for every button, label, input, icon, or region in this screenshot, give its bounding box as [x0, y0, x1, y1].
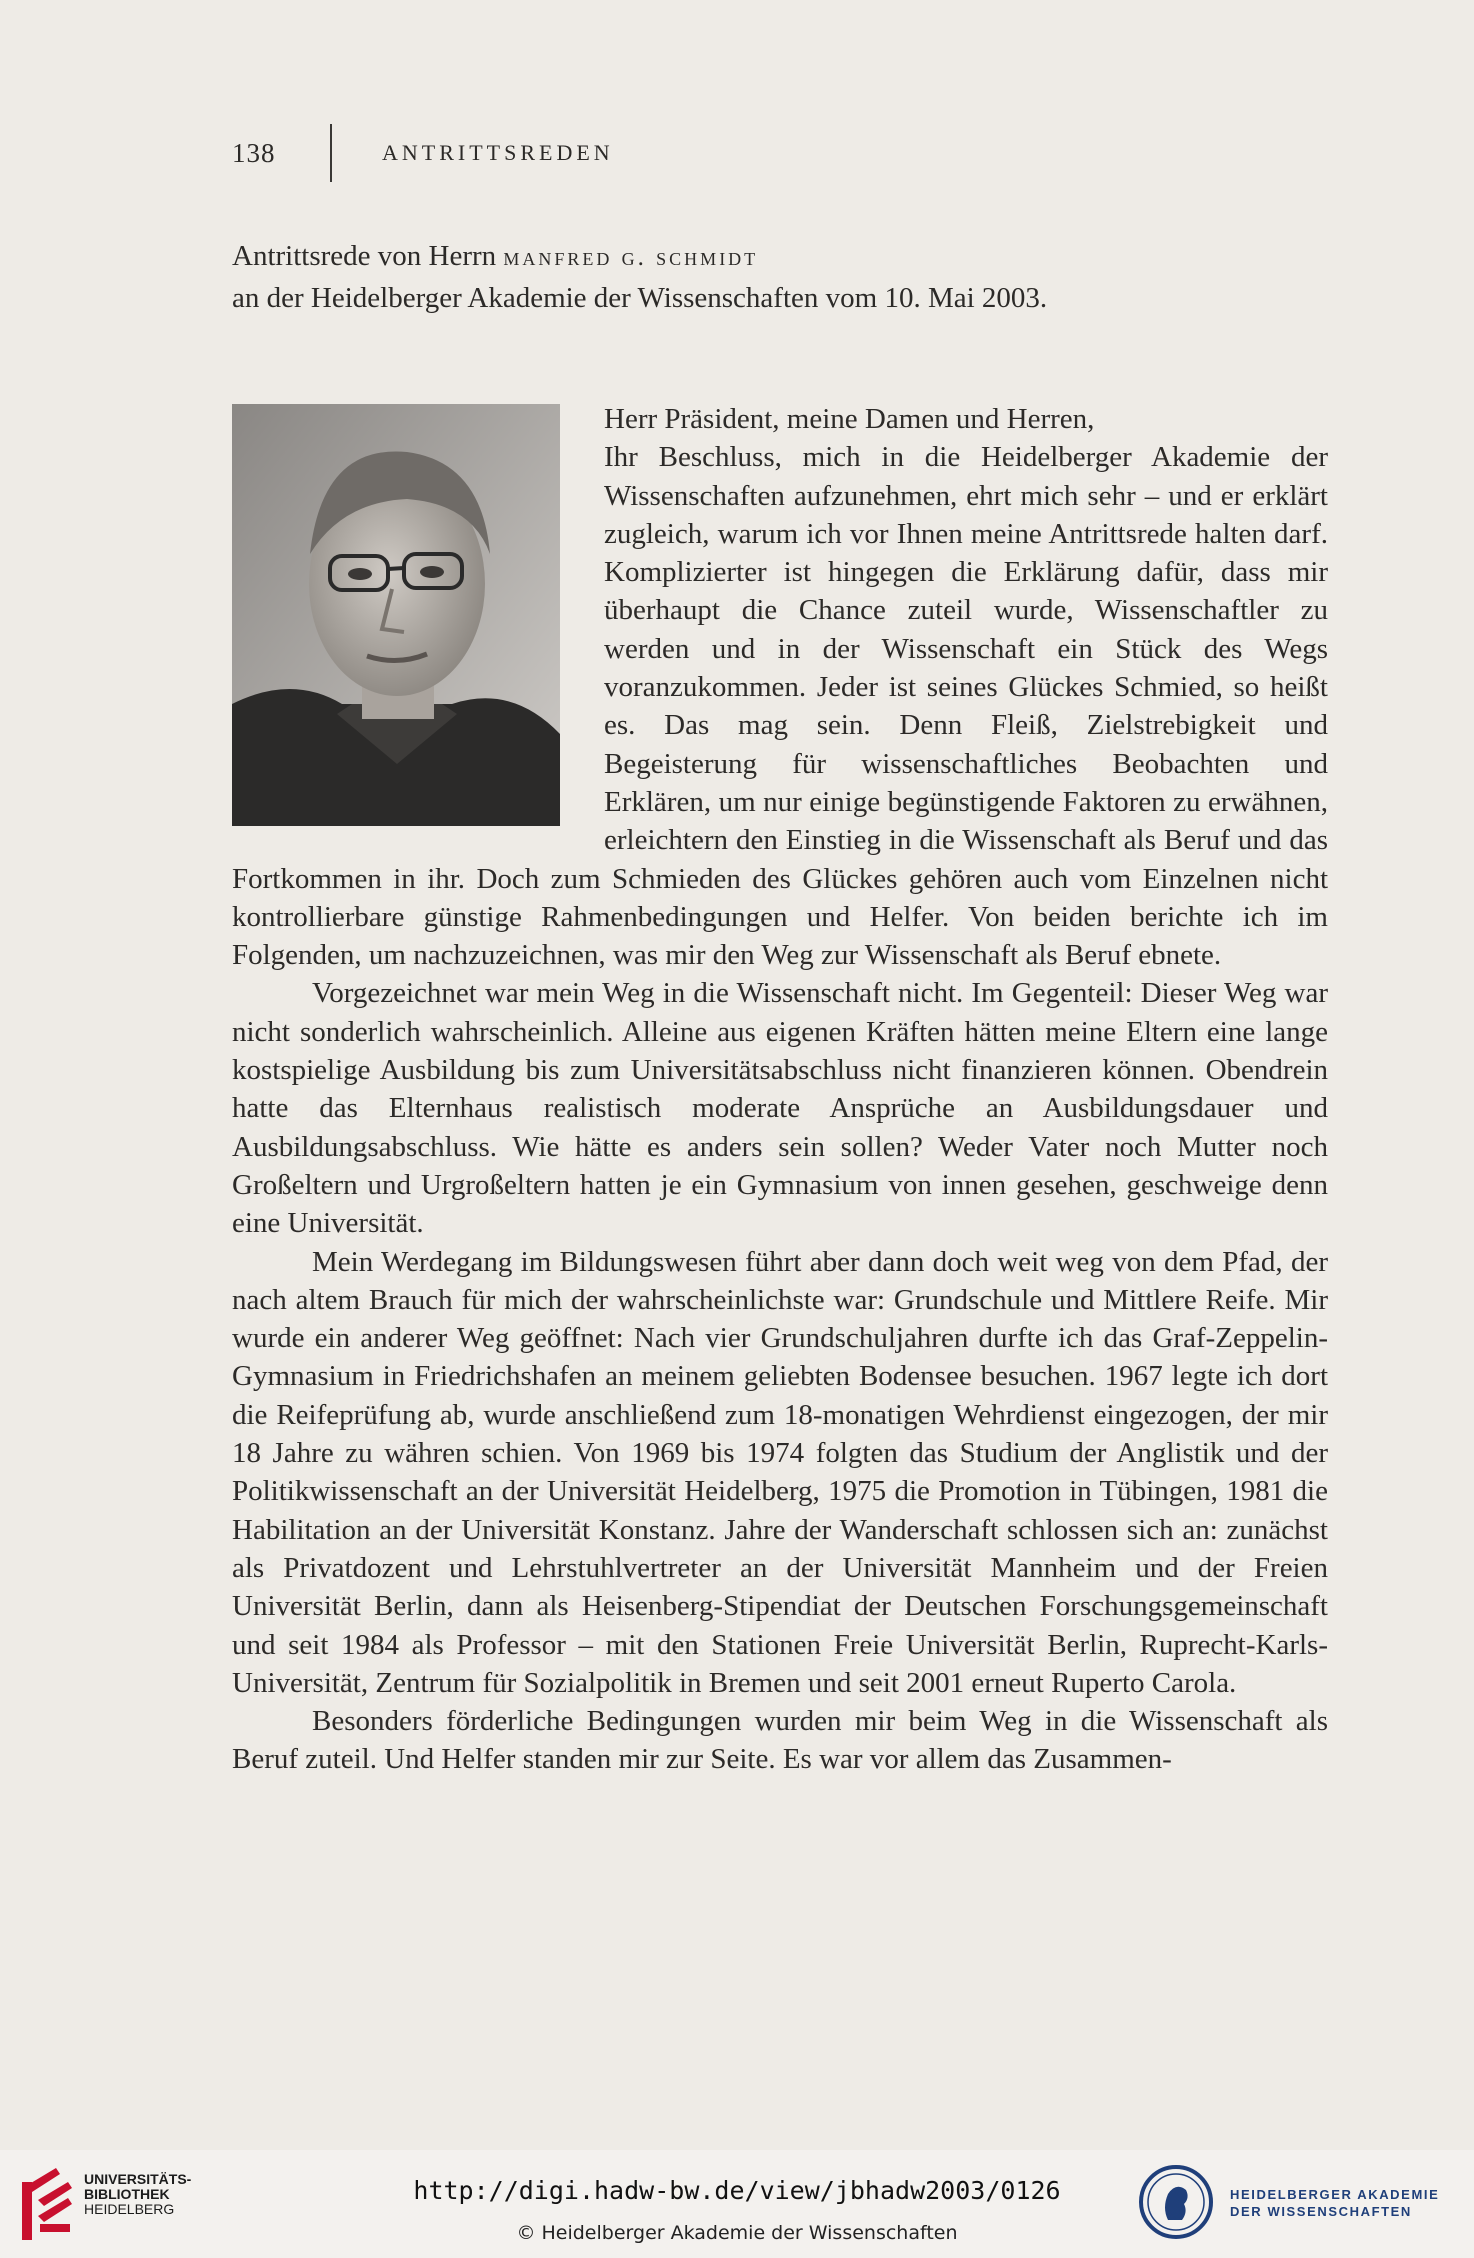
intro-prefix: Antrittsrede von Herrn: [232, 240, 497, 272]
copyright-notice: © Heidelberger Akademie der Wissenschaften: [516, 2222, 958, 2244]
page-header: [232, 132, 614, 174]
permalink-url[interactable]: http://digi.hadw-bw.de/view/jbhadw2003/0126: [413, 2176, 1061, 2205]
academy-name: [1230, 2186, 1439, 2220]
academy-name-line-1: HEIDELBERGER AKADEMIE: [1230, 2187, 1440, 2202]
salutation: Herr Präsident, meine Damen und Herren,: [604, 403, 1095, 435]
academy-seal-icon: [1138, 2164, 1214, 2240]
paragraph-3: Mein Werdegang im Bildungswesen führt aber dann doch weit weg von dem Pfad, der nach altem Brauch für mich der wahrscheinlichste war: Grundschule und Mittlere Reife. Mir wurde ein anderer Weg geöffnet: Nach vier Grundschuljahren durfte ich das Graf-Zeppelin-Gymnasium in Friedrichshafen an meinem geliebten Bodensee besuchen. 1967 legte ich dort die Reifeprüfung ab, wurde anschließend zum 18-monatigen Wehrdienst eingezogen, der mir 18 Jahre zu währen schien. Von 1969 bis 1974 folgten das Studium der Anglistik und der Politikwissenschaft an der Universität Heidelberg, 1975 die Promotion in Tübingen, 1981 die Habilitation an der Universität Konstanz. Jahre der Wanderschaft schlossen sich an: zunächst als Privatdozent und Lehrstuhlvertreter an der Universität Mannheim und der Freien Universität Berlin, dann als Heisenberg-Stipendiat der Deutschen Forschungsgemeinschaft und seit 1984 als Professor – mit den Stationen Freie Universität Berlin, Ruprecht-Karls-Universität, Zentrum für Sozialpolitik in Bremen und seit 2001 erneut Ruperto Carola.: [232, 1245, 1328, 1699]
paragraph-2: Vorgezeichnet war mein Weg in die Wissenschaft nicht. Im Gegenteil: Dieser Weg war nicht sonderlich wahrscheinlich. Alleine aus eigenen Kräften hätten meine Eltern eine lange kostspielige Ausbildung bis zum Universitätsabschluss nicht finanzieren können. Obendrein hatte das Elternhaus realistisch moderate Ansprüche an Ausbildungsdauer und Ausbildungsabschluss. Wie hätte es anders sein sollen? Weder Vater noch Mutter noch Großeltern und Urgroßeltern hatten je ein Gymnasium von innen gesehen, geschweige denn eine Universität.: [232, 977, 1328, 1240]
speech-intro: [232, 236, 1332, 318]
page-number: 138: [232, 137, 276, 168]
header-divider: [330, 124, 332, 182]
running-title: ANTRITTSREDEN: [382, 140, 614, 165]
intro-line-1: [232, 236, 1332, 278]
paragraph-4: Besonders förderliche Bedingungen wurden mir beim Weg in die Wissenschaft als Beruf zuteil. Und Helfer standen mir zur Seite. Es war vor allem das Zusammen-: [232, 1705, 1328, 1776]
paragraph-1: Ihr Beschluss, mich in die Heidelberger Akademie der Wissenschaften aufzunehmen, ehrt mich sehr – und er erklärt zugleich, warum ich vor Ihnen meine Antrittsrede halten darf. Komplizierter ist hingegen die Erklärung dafür, dass mir überhaupt die Chance zuteil wurde, Wissenschaftler zu werden und in der Wissenschaft ein Stück des Wegs voranzukommen. Jeder ist seines Glückes Schmied, so heißt es. Das mag sein. Denn Fleiß, Zielstrebigkeit und Begeisterung für wissenschaftliches Beobachten und Erklären, um nur einige begünstigende Faktoren zu erwähnen, erleichtern den Einstieg in die Wissenschaft als Beruf und das Fortkommen in ihr. Doch zum Schmieden des Glückes gehören auch vom Einzelnen nicht kontrollierbare günstige Rahmenbedingungen und Helfer. Von beiden berichte ich im Folgenden, um nachzuzeichnen, was mir den Weg zur Wissenschaft als Beruf ebnete.: [232, 441, 1328, 972]
speaker-name: manfred g. schmidt: [503, 244, 759, 271]
footer-bar: [0, 2150, 1474, 2258]
portrait-image: [232, 404, 560, 826]
intro-line-2: an der Heidelberger Akademie der Wissenschaften vom 10. Mai 2003.: [232, 282, 1048, 314]
speech-body: [232, 400, 1328, 1779]
library-name-line-3: HEIDELBERG: [84, 2201, 175, 2217]
library-name-line-2: BIBLIOTHEK: [84, 2186, 170, 2202]
academy-name-line-2: DER WISSENSCHAFTEN: [1230, 2204, 1412, 2219]
portrait-photo: [232, 404, 560, 826]
library-name-line-1: UNIVERSITÄTS-: [84, 2171, 192, 2187]
